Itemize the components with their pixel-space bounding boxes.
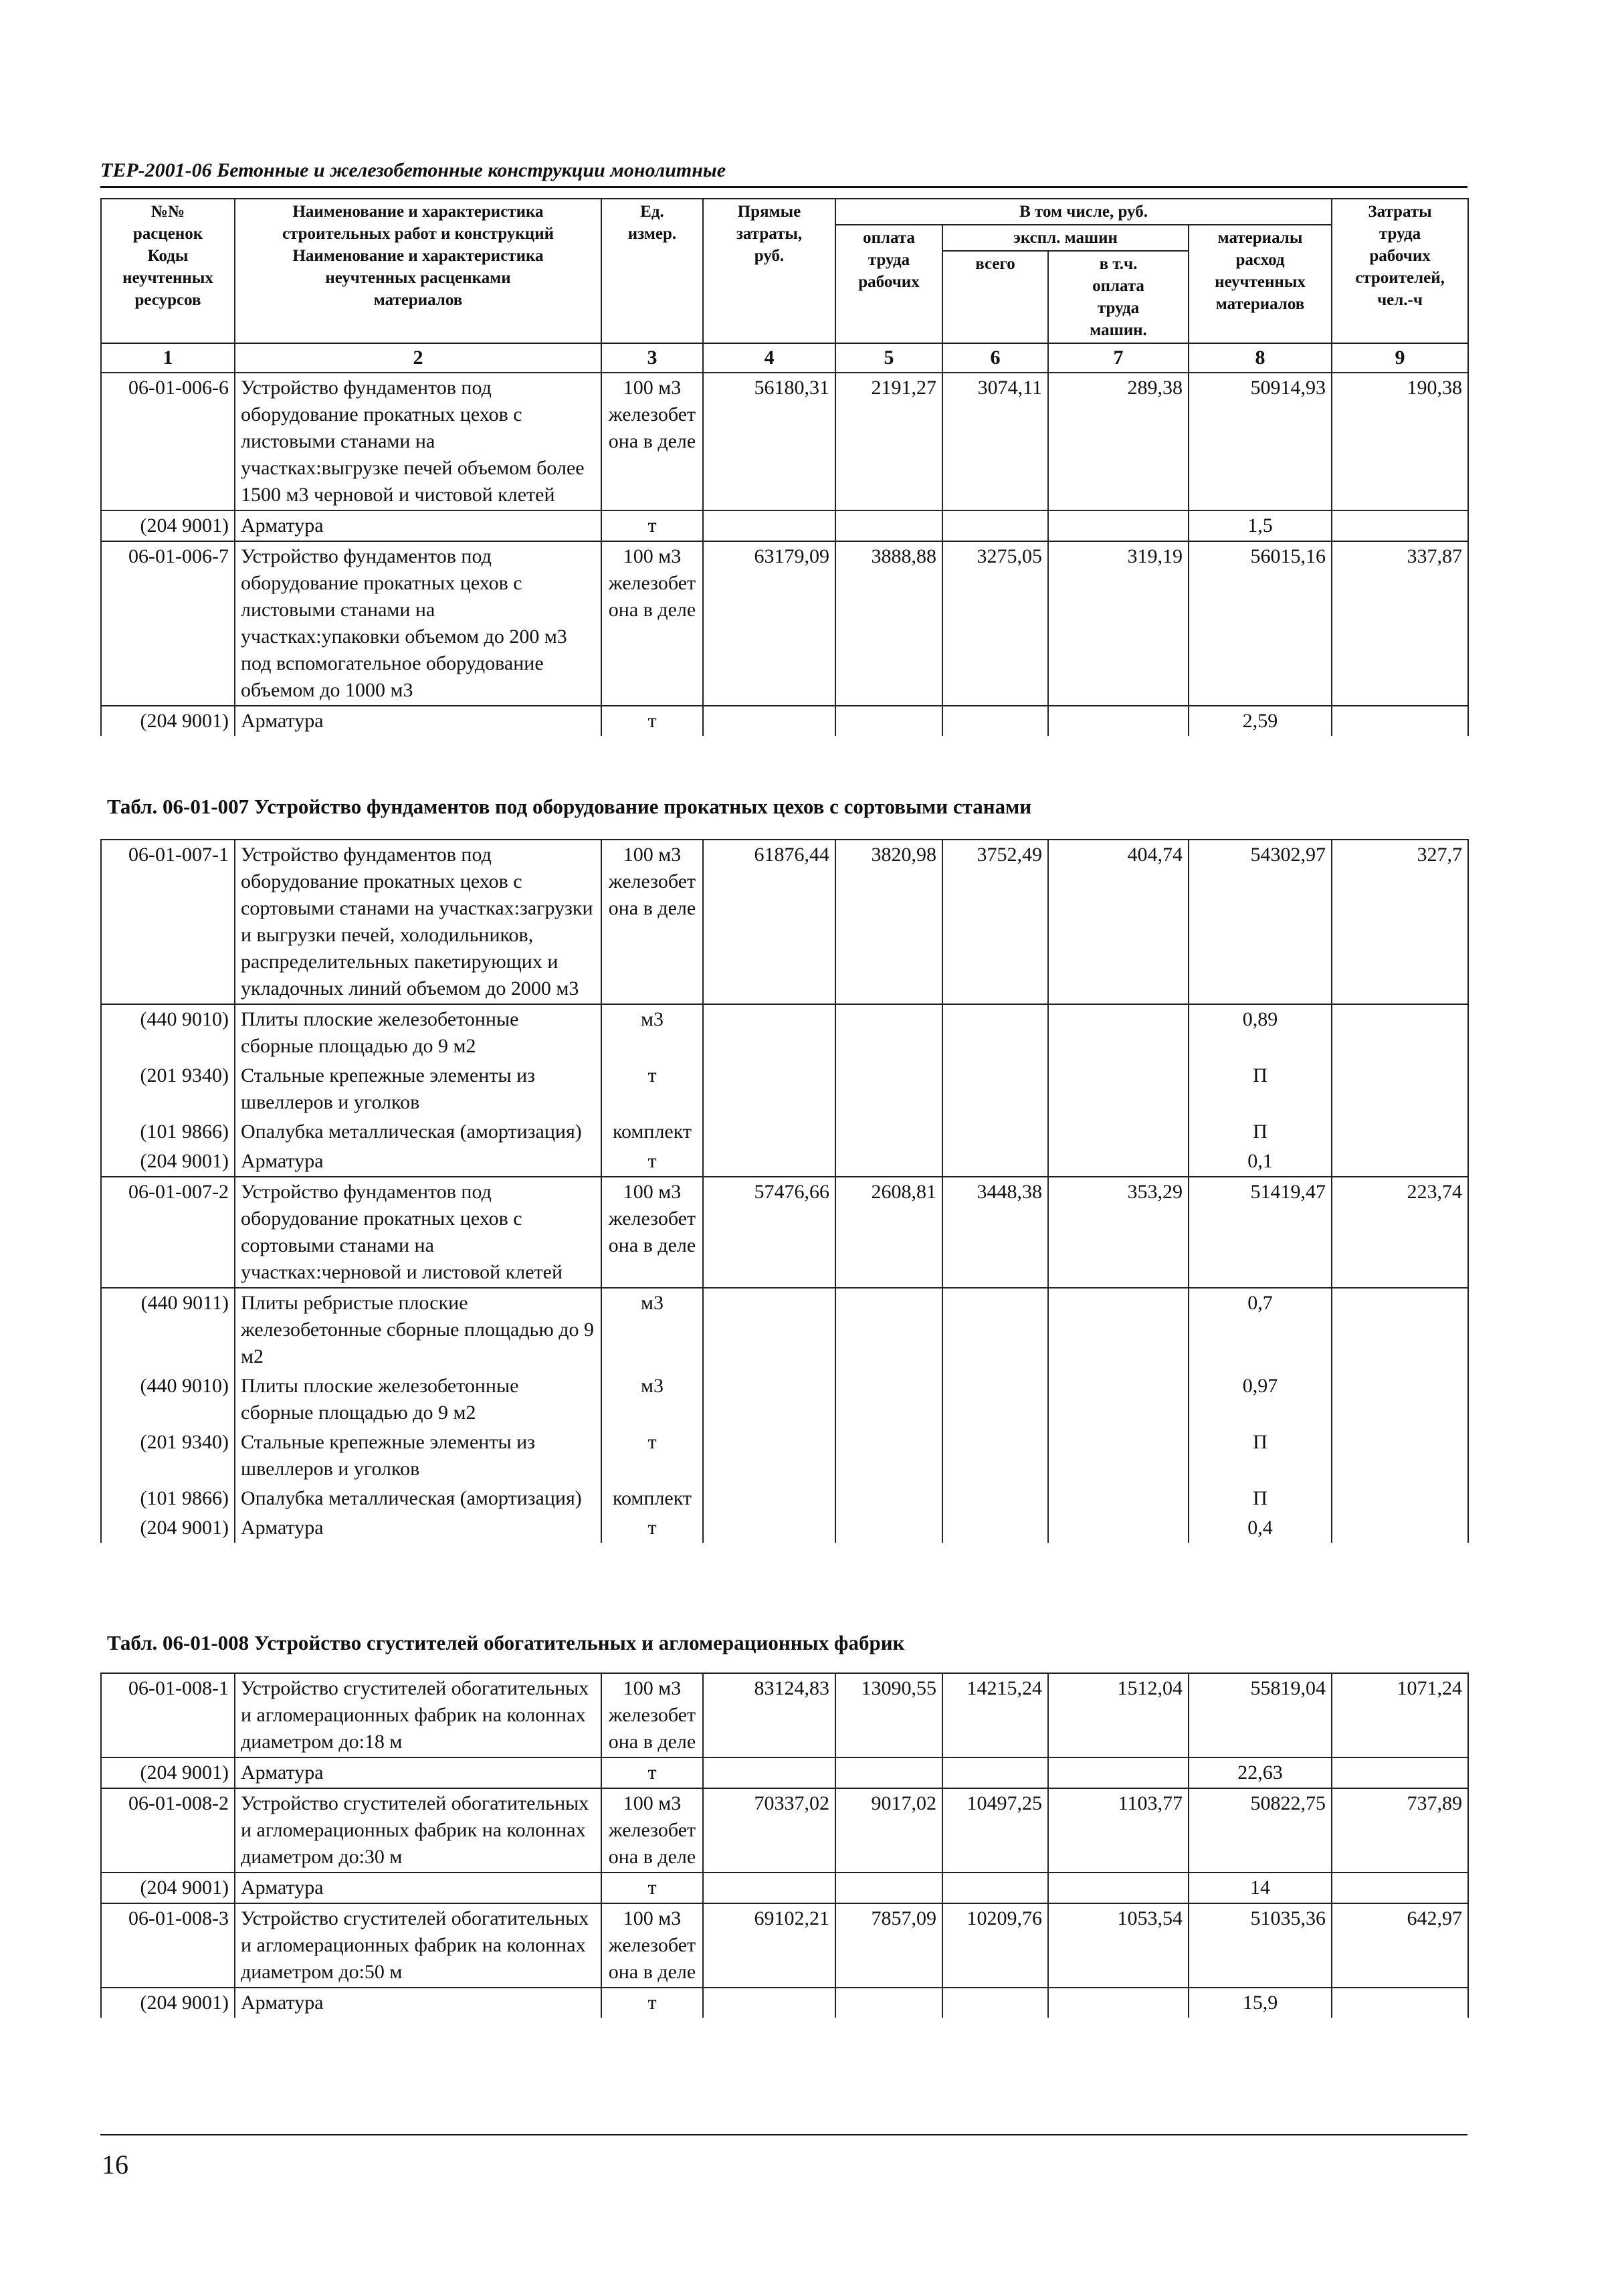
labor-costs: 223,74	[1332, 1177, 1468, 1288]
direct-costs	[703, 1757, 835, 1788]
rate-name: Арматура	[235, 510, 601, 541]
rate-name: Стальные крепежные элементы из швеллеров и уголков	[235, 1428, 601, 1484]
machine-wages: 1053,54	[1048, 1903, 1189, 1988]
machine-costs	[942, 1428, 1048, 1484]
rate-name: Арматура	[235, 1873, 601, 1903]
labor-costs	[1332, 510, 1468, 541]
rate-name: Устройство фундаментов под оборудование прокатных цехов с листовыми станами на участках:упаковки объемом до 200 м3 под вспомогательное оборудование объемом до 1000 м3	[235, 541, 601, 706]
direct-costs: 69102,21	[703, 1903, 835, 1988]
worker-wages: 2191,27	[835, 373, 942, 510]
column-number: 9	[1332, 343, 1468, 373]
direct-costs	[703, 1288, 835, 1371]
machine-costs: 14215,24	[942, 1673, 1048, 1757]
machine-wages: 353,29	[1048, 1177, 1189, 1288]
direct-costs: 70337,02	[703, 1788, 835, 1873]
materials: П	[1189, 1484, 1332, 1513]
worker-wages: 3820,98	[835, 840, 942, 1004]
unit: 100 м3 железобетона в деле	[601, 1673, 703, 1757]
worker-wages	[835, 1513, 942, 1543]
machine-wages	[1048, 1988, 1189, 2018]
direct-costs	[703, 1117, 835, 1147]
rate-code: (204 9001)	[101, 706, 235, 736]
header-labor: Затраты труда рабочих строителей, чел.-ч	[1332, 199, 1468, 343]
direct-costs	[703, 1513, 835, 1543]
direct-costs	[703, 1873, 835, 1903]
rate-name: Арматура	[235, 1988, 601, 2018]
materials: П	[1189, 1061, 1332, 1117]
materials: 51419,47	[1189, 1177, 1332, 1288]
header-code: №№ расценок Коды неучтенных ресурсов	[101, 199, 235, 343]
unit: 100 м3 железобетона в деле	[601, 840, 703, 1004]
resource-row	[101, 1513, 1468, 1543]
labor-costs	[1332, 1288, 1468, 1371]
rate-name: Плиты плоские железобетонные сборные площадью до 9 м2	[235, 1371, 601, 1428]
machine-costs	[942, 1757, 1048, 1788]
rate-code: (440 9010)	[101, 1371, 235, 1428]
unit: 100 м3 железобетона в деле	[601, 1903, 703, 1988]
machine-wages	[1048, 1288, 1189, 1371]
machine-wages: 1103,77	[1048, 1788, 1189, 1873]
rate-name: Устройство фундаментов под оборудование прокатных цехов с листовыми станами на участках:выгрузке печей объемом более 1500 м3 черновой и чистовой клетей	[235, 373, 601, 510]
resource-row	[101, 1117, 1468, 1147]
unit: комплект	[601, 1117, 703, 1147]
machine-wages	[1048, 1061, 1189, 1117]
labor-costs	[1332, 1513, 1468, 1543]
unit: м3	[601, 1371, 703, 1428]
resource-row	[101, 1061, 1468, 1117]
rate-name: Устройство сгустителей обогатительных и агломерационных фабрик на колоннах диаметром до:30 м	[235, 1788, 601, 1873]
machine-wages	[1048, 706, 1189, 736]
header-machines-total: всего	[942, 251, 1048, 343]
rate-row	[101, 840, 1468, 1004]
rate-row	[101, 1177, 1468, 1288]
column-number: 1	[101, 343, 235, 373]
labor-costs	[1332, 1873, 1468, 1903]
resource-row	[101, 1757, 1468, 1788]
header-including: В том числе, руб.	[835, 199, 1332, 225]
machine-costs	[942, 706, 1048, 736]
machine-wages	[1048, 1004, 1189, 1061]
resource-row	[101, 510, 1468, 541]
worker-wages: 3888,88	[835, 541, 942, 706]
rate-code: (101 9866)	[101, 1484, 235, 1513]
labor-costs	[1332, 706, 1468, 736]
rate-code: (204 9001)	[101, 510, 235, 541]
column-number: 5	[835, 343, 942, 373]
labor-costs: 190,38	[1332, 373, 1468, 510]
machine-wages	[1048, 1484, 1189, 1513]
worker-wages: 7857,09	[835, 1903, 942, 1988]
labor-costs	[1332, 1004, 1468, 1061]
machine-costs	[942, 1513, 1048, 1543]
labor-costs: 1071,24	[1332, 1673, 1468, 1757]
rate-code: 06-01-008-1	[101, 1673, 235, 1757]
resource-row	[101, 1288, 1468, 1371]
rate-name: Стальные крепежные элементы из швеллеров и уголков	[235, 1061, 601, 1117]
rate-code: (204 9001)	[101, 1513, 235, 1543]
direct-costs: 61876,44	[703, 840, 835, 1004]
rates-table-3	[100, 1673, 1469, 2018]
labor-costs: 642,97	[1332, 1903, 1468, 1988]
unit: м3	[601, 1004, 703, 1061]
materials: 0,4	[1189, 1513, 1332, 1543]
resource-row	[101, 1988, 1468, 2018]
worker-wages	[835, 1117, 942, 1147]
rate-code: 06-01-006-6	[101, 373, 235, 510]
unit: т	[601, 510, 703, 541]
direct-costs: 63179,09	[703, 541, 835, 706]
materials: 15,9	[1189, 1988, 1332, 2018]
column-number: 2	[235, 343, 601, 373]
worker-wages	[835, 1061, 942, 1117]
direct-costs: 56180,31	[703, 373, 835, 510]
direct-costs	[703, 510, 835, 541]
worker-wages	[835, 706, 942, 736]
unit: т	[601, 1873, 703, 1903]
table-caption-06-01-007: Табл. 06-01-007 Устройство фундаментов под оборудование прокатных цехов с сортовыми станами	[107, 795, 1032, 818]
rate-code: (440 9010)	[101, 1004, 235, 1061]
machine-costs	[942, 1147, 1048, 1177]
direct-costs	[703, 1428, 835, 1484]
unit: т	[601, 1757, 703, 1788]
machine-costs	[942, 1004, 1048, 1061]
rate-name: Опалубка металлическая (амортизация)	[235, 1484, 601, 1513]
materials: 50914,93	[1189, 373, 1332, 510]
labor-costs	[1332, 1371, 1468, 1428]
worker-wages	[835, 1484, 942, 1513]
column-number: 4	[703, 343, 835, 373]
worker-wages	[835, 510, 942, 541]
machine-costs: 10209,76	[942, 1903, 1048, 1988]
labor-costs	[1332, 1757, 1468, 1788]
rate-name: Устройство фундаментов под оборудование прокатных цехов с сортовыми станами на участках:черновой и листовой клетей	[235, 1177, 601, 1288]
rate-code: (440 9011)	[101, 1288, 235, 1371]
machine-costs: 10497,25	[942, 1788, 1048, 1873]
worker-wages	[835, 1004, 942, 1061]
rate-code: 06-01-008-3	[101, 1903, 235, 1988]
rate-name: Устройство фундаментов под оборудование прокатных цехов с сортовыми станами на участках:загрузки и выгрузки печей, холодильников, распределительных пакетирующих и укладочных линий объемом до 2000 м3	[235, 840, 601, 1004]
rate-name: Плиты ребристые плоские железобетонные сборные площадью до 9 м2	[235, 1288, 601, 1371]
rate-row	[101, 1673, 1468, 1757]
rate-row	[101, 1788, 1468, 1873]
machine-costs: 3752,49	[942, 840, 1048, 1004]
materials: 2,59	[1189, 706, 1332, 736]
machine-costs: 3275,05	[942, 541, 1048, 706]
machine-wages	[1048, 1117, 1189, 1147]
materials: 1,5	[1189, 510, 1332, 541]
machine-wages: 1512,04	[1048, 1673, 1189, 1757]
machine-wages	[1048, 1371, 1189, 1428]
machine-costs	[942, 1061, 1048, 1117]
rate-code: (201 9340)	[101, 1061, 235, 1117]
page-number: 16	[102, 2150, 128, 2180]
rate-name: Устройство сгустителей обогатительных и агломерационных фабрик на колоннах диаметром до:18 м	[235, 1673, 601, 1757]
labor-costs: 327,7	[1332, 840, 1468, 1004]
worker-wages	[835, 1428, 942, 1484]
materials: П	[1189, 1117, 1332, 1147]
header-name: Наименование и характеристика строительных работ и конструкций Наименование и характеристика неучтенных расценками материалов	[235, 199, 601, 343]
labor-costs	[1332, 1428, 1468, 1484]
unit: комплект	[601, 1484, 703, 1513]
worker-wages	[835, 1288, 942, 1371]
direct-costs	[703, 1371, 835, 1428]
machine-costs	[942, 510, 1048, 541]
column-numbers-row	[101, 343, 1468, 373]
resource-row	[101, 1873, 1468, 1903]
direct-costs	[703, 706, 835, 736]
header-direct-costs: Прямые затраты, руб.	[703, 199, 835, 343]
direct-costs	[703, 1004, 835, 1061]
materials: 0,7	[1189, 1288, 1332, 1371]
direct-costs	[703, 1147, 835, 1177]
header-wages: оплата труда рабочих	[835, 225, 942, 343]
materials: 0,97	[1189, 1371, 1332, 1428]
header-materials: материалы расход неучтенных материалов	[1189, 225, 1332, 343]
rates-table-1	[100, 198, 1469, 736]
materials: 14	[1189, 1873, 1332, 1903]
column-number: 3	[601, 343, 703, 373]
machine-costs	[942, 1288, 1048, 1371]
labor-costs	[1332, 1117, 1468, 1147]
unit: т	[601, 1147, 703, 1177]
materials: П	[1189, 1428, 1332, 1484]
unit: т	[601, 1513, 703, 1543]
resource-row	[101, 1147, 1468, 1177]
labor-costs	[1332, 1484, 1468, 1513]
rate-code: (204 9001)	[101, 1988, 235, 2018]
unit: 100 м3 железобетона в деле	[601, 541, 703, 706]
resource-row	[101, 1428, 1468, 1484]
machine-wages: 289,38	[1048, 373, 1189, 510]
rate-code: 06-01-007-2	[101, 1177, 235, 1288]
resource-row	[101, 1484, 1468, 1513]
unit: т	[601, 706, 703, 736]
unit: 100 м3 железобетона в деле	[601, 1788, 703, 1873]
machine-costs	[942, 1117, 1048, 1147]
unit: м3	[601, 1288, 703, 1371]
rate-code: 06-01-006-7	[101, 541, 235, 706]
rate-name: Опалубка металлическая (амортизация)	[235, 1117, 601, 1147]
rate-code: (204 9001)	[101, 1757, 235, 1788]
labor-costs	[1332, 1988, 1468, 2018]
worker-wages: 9017,02	[835, 1788, 942, 1873]
machine-costs: 3074,11	[942, 373, 1048, 510]
page-header: ТЕР-2001-06 Бетонные и железобетонные конструкции монолитные	[100, 159, 1467, 188]
direct-costs: 57476,66	[703, 1177, 835, 1288]
machine-wages	[1048, 510, 1189, 541]
unit: т	[601, 1428, 703, 1484]
rate-row	[101, 373, 1468, 510]
materials: 50822,75	[1189, 1788, 1332, 1873]
materials: 54302,97	[1189, 840, 1332, 1004]
machine-wages	[1048, 1428, 1189, 1484]
unit: т	[601, 1061, 703, 1117]
rate-row	[101, 541, 1468, 706]
rate-name: Устройство сгустителей обогатительных и агломерационных фабрик на колоннах диаметром до:50 м	[235, 1903, 601, 1988]
machine-costs	[942, 1988, 1048, 2018]
direct-costs	[703, 1484, 835, 1513]
materials: 22,63	[1189, 1757, 1332, 1788]
column-number: 6	[942, 343, 1048, 373]
rate-name: Арматура	[235, 1513, 601, 1543]
column-number: 7	[1048, 343, 1189, 373]
unit: т	[601, 1988, 703, 2018]
materials: 55819,04	[1189, 1673, 1332, 1757]
rate-code: (101 9866)	[101, 1117, 235, 1147]
labor-costs: 737,89	[1332, 1788, 1468, 1873]
resource-row	[101, 1371, 1468, 1428]
rate-row	[101, 1903, 1468, 1988]
labor-costs	[1332, 1061, 1468, 1117]
unit: 100 м3 железобетона в деле	[601, 373, 703, 510]
machine-wages	[1048, 1513, 1189, 1543]
rate-code: 06-01-007-1	[101, 840, 235, 1004]
resource-row	[101, 706, 1468, 736]
materials: 0,89	[1189, 1004, 1332, 1061]
worker-wages	[835, 1988, 942, 2018]
table-caption-06-01-008: Табл. 06-01-008 Устройство сгустителей обогатительных и агломерационных фабрик	[107, 1631, 905, 1654]
labor-costs	[1332, 1147, 1468, 1177]
machine-wages: 404,74	[1048, 840, 1189, 1004]
rate-code: (204 9001)	[101, 1873, 235, 1903]
materials: 51035,36	[1189, 1903, 1332, 1988]
worker-wages: 2608,81	[835, 1177, 942, 1288]
rate-name: Арматура	[235, 1147, 601, 1177]
machine-wages	[1048, 1757, 1189, 1788]
unit: 100 м3 железобетона в деле	[601, 1177, 703, 1288]
machine-wages	[1048, 1873, 1189, 1903]
worker-wages: 13090,55	[835, 1673, 942, 1757]
header-machines-wages: в т.ч. оплата труда машин.	[1048, 251, 1189, 343]
machine-wages: 319,19	[1048, 541, 1189, 706]
resource-row	[101, 1004, 1468, 1061]
footer-rule	[100, 2134, 1467, 2135]
header-unit: Ед. измер.	[601, 199, 703, 343]
machine-costs	[942, 1484, 1048, 1513]
labor-costs: 337,87	[1332, 541, 1468, 706]
rate-name: Арматура	[235, 1757, 601, 1788]
direct-costs: 83124,83	[703, 1673, 835, 1757]
rate-name: Плиты плоские железобетонные сборные площадью до 9 м2	[235, 1004, 601, 1061]
machine-costs	[942, 1371, 1048, 1428]
rate-code: 06-01-008-2	[101, 1788, 235, 1873]
rate-code: (204 9001)	[101, 1147, 235, 1177]
worker-wages	[835, 1371, 942, 1428]
rate-code: (201 9340)	[101, 1428, 235, 1484]
worker-wages	[835, 1757, 942, 1788]
materials: 56015,16	[1189, 541, 1332, 706]
header-machines: экспл. машин	[942, 225, 1189, 251]
materials: 0,1	[1189, 1147, 1332, 1177]
rates-table-2	[100, 839, 1469, 1543]
rate-name: Арматура	[235, 706, 601, 736]
worker-wages	[835, 1147, 942, 1177]
direct-costs	[703, 1061, 835, 1117]
column-number: 8	[1189, 343, 1332, 373]
machine-costs	[942, 1873, 1048, 1903]
machine-wages	[1048, 1147, 1189, 1177]
direct-costs	[703, 1988, 835, 2018]
machine-costs: 3448,38	[942, 1177, 1048, 1288]
worker-wages	[835, 1873, 942, 1903]
